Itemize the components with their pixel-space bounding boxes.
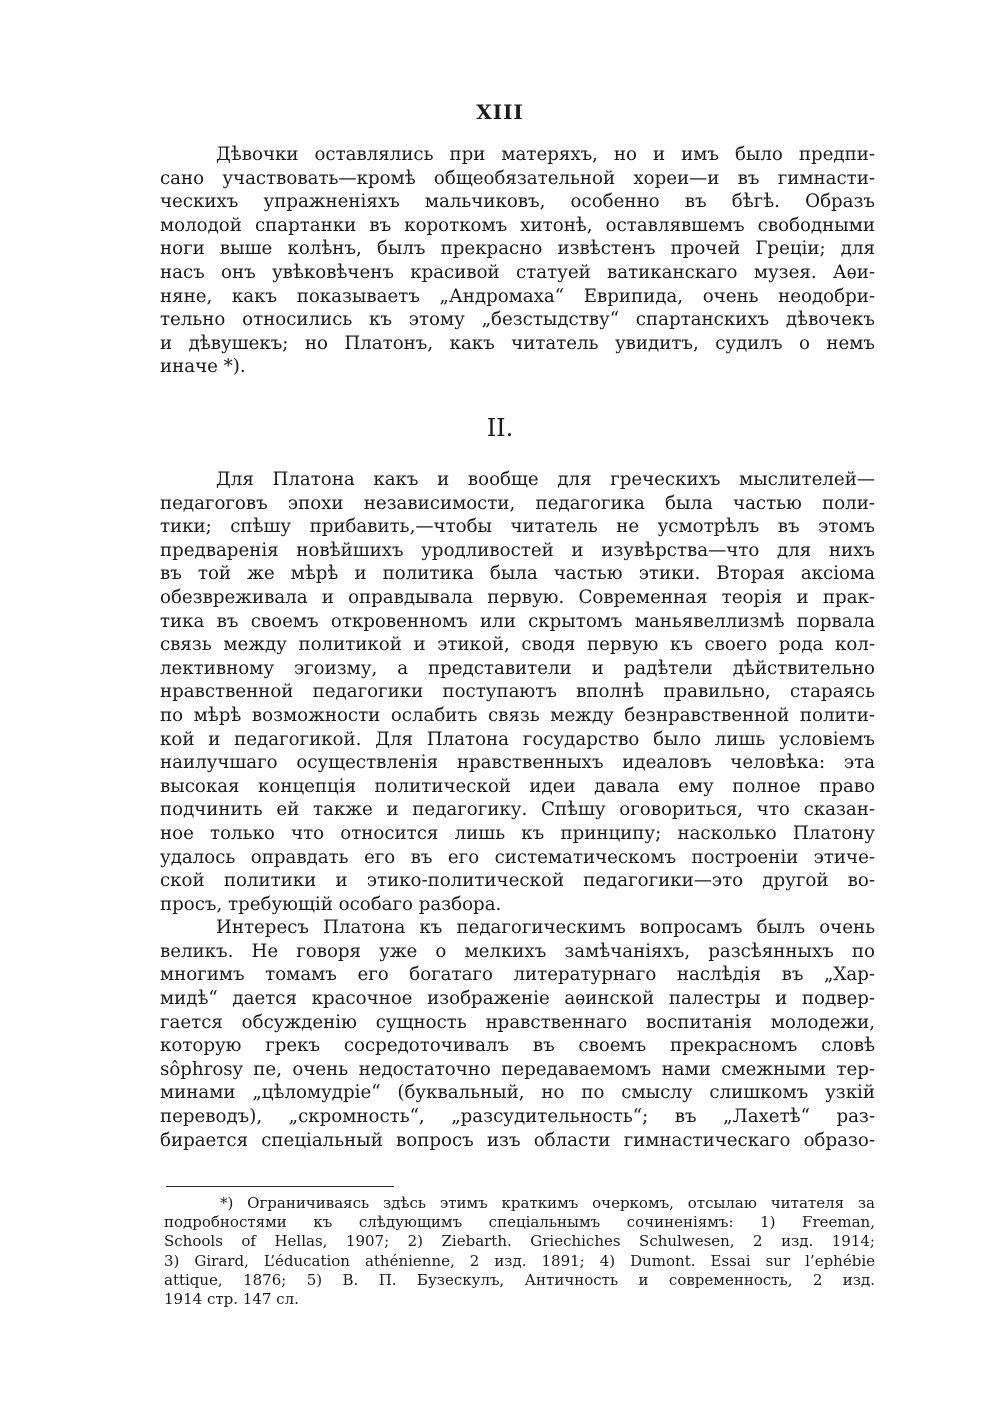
- text-line: тики; спѣшу прибавить,—чтобы читатель не усмотрѣлъ въ этомъ: [160, 516, 875, 538]
- footnote-line: Schools of Hellas, 1907; 2) Ziebarth. Griechiches Schulwesen, 2 изд. 1914;: [164, 1232, 875, 1251]
- text-line: просъ, требующій особаго разбора.: [160, 893, 502, 915]
- intro-paragraph: [160, 143, 875, 379]
- text-line: Для Платона какъ и вообще для греческихъ мыслителей—: [216, 469, 875, 490]
- text-line: великъ. Не говоря уже о мелкихъ замѣчаніяхъ, разсѣянныхъ по: [160, 940, 875, 962]
- text-line: высокая концепція политической идеи давала ему полное право: [160, 775, 875, 797]
- text-line: предваренія новѣйшихъ уродливостей и изувѣрства—что для нихъ: [160, 539, 875, 561]
- text-line: которую грекъ сосредоточивалъ въ своемъ прекрасномъ словѣ: [160, 1035, 875, 1057]
- text-line: лективному эгоизму, а представители и радѣтели дѣйствительно: [160, 657, 875, 679]
- text-line: ное только что относится лишь къ принципу; насколько Платону: [160, 822, 875, 844]
- footnote-line: 3) Girard, L’éducation athénienne, 2 изд. 1891; 4) Dumont. Essai sur l’ephébie: [164, 1251, 875, 1270]
- text-line: Дѣвочки оставлялись при матеряхъ, но и имъ было предпи-: [216, 144, 875, 165]
- text-line: ноги выше колѣнъ, былъ прекрасно извѣстенъ прочей Греціи; для: [160, 238, 875, 260]
- text-line: минами „цѣломудріе“ (буквальный, но по смыслу слишкомъ узкій: [160, 1082, 875, 1104]
- text-line: ческихъ упражненіяхъ мальчиковъ, особенно въ бѣгѣ. Образъ: [160, 191, 875, 213]
- text-line: и дѣвушекъ; но Платонъ, какъ читатель увидитъ, судилъ о немъ: [160, 332, 875, 354]
- section-heading: II.: [486, 414, 514, 442]
- text-line: молодой спартанки въ короткомъ хитонѣ, оставлявшемъ свободными: [160, 214, 875, 236]
- text-line: нравственной педагогики поступаютъ вполнѣ правильно, стараясь: [160, 681, 875, 703]
- text-line: удалось оправдать его въ его систематическомъ построеніи этиче-: [160, 846, 875, 868]
- footnote-line: 1914 стр. 147 сл.: [164, 1289, 299, 1308]
- footnote-line: attique, 1876; 5) В. П. Бузескулъ, Античность и современность, 2 изд.: [164, 1270, 875, 1289]
- main-paragraphs: [160, 468, 875, 1152]
- text-line: подчинить ей также и педагогику. Спѣшу оговориться, что сказан-: [160, 799, 875, 821]
- text-line: мидѣ“ дается красочное изображеніе аѳинской палестры и подвер-: [160, 988, 875, 1010]
- text-line: кой и педагогикой. Для Платона государство было лишь условіемъ: [160, 728, 875, 750]
- page-number: XIII: [476, 100, 524, 124]
- text-line: педагоговъ эпохи независимости, педагогика была частью поли-: [160, 492, 875, 514]
- text-line: Интересъ Платона къ педагогическимъ вопросамъ былъ очень: [216, 917, 875, 939]
- text-line: насъ онъ увѣковѣченъ красивой статуей ватиканскаго музея. Аѳи-: [160, 261, 875, 283]
- text-line: няне, какъ показываетъ „Андромаха“ Еврипида, очень неодобри-: [160, 285, 875, 307]
- footnote-line: подробностями къ слѣдующимъ спеціальнымъ сочиненіямъ: 1) Freeman,: [164, 1213, 875, 1232]
- text-line: тика въ своемъ откровенномъ или скрытомъ маньявеллизмѣ порвала: [160, 610, 875, 632]
- text-line: иначе *).: [160, 356, 246, 378]
- text-line: переводъ), „скромность“, „разсудительность“; въ „Лахетѣ“ раз-: [160, 1106, 875, 1128]
- text-line: sôphrosy пе, очень недостаточно передаваемомъ нами смежными тер-: [160, 1058, 875, 1080]
- text-line: по мѣрѣ возможности ослабить связь между безнравственной полити-: [160, 704, 875, 726]
- text-line: сано участвовать—кромѣ общеобязательной хореи—и въ гимнасти-: [160, 167, 875, 189]
- text-line: ской политики и этико-политической педагогики—это другой во-: [160, 870, 875, 892]
- text-line: въ той же мѣрѣ и политика была частью этики. Вторая аксіома: [160, 563, 875, 585]
- text-line: бирается спеціальный вопросъ изъ области гимнастическаго образо-: [160, 1129, 875, 1151]
- footnote: [164, 1194, 875, 1309]
- text-line: наилучшаго осуществленія нравственныхъ идеаловъ человѣка: эта: [160, 752, 875, 774]
- text-line: тельно относились къ этому „безстыдству“ спартанскихъ дѣвочекъ: [160, 309, 875, 331]
- text-line: связь между политикой и этикой, сводя первую къ своего рода кол-: [160, 634, 875, 656]
- text-line: обезвреживала и оправдывала первую. Современная теорія и прак-: [160, 586, 875, 608]
- footnote-line: *) Ограничиваясь здѣсь этимъ краткимъ очеркомъ, отсылаю читателя за: [220, 1194, 875, 1212]
- text-line: многимъ томамъ его богатаго литературнаго наслѣдія въ „Хар-: [160, 964, 875, 986]
- footnote-separator: [166, 1186, 394, 1187]
- text-line: гается обсужденію сущность нравственнаго воспитанія молодежи,: [160, 1011, 875, 1033]
